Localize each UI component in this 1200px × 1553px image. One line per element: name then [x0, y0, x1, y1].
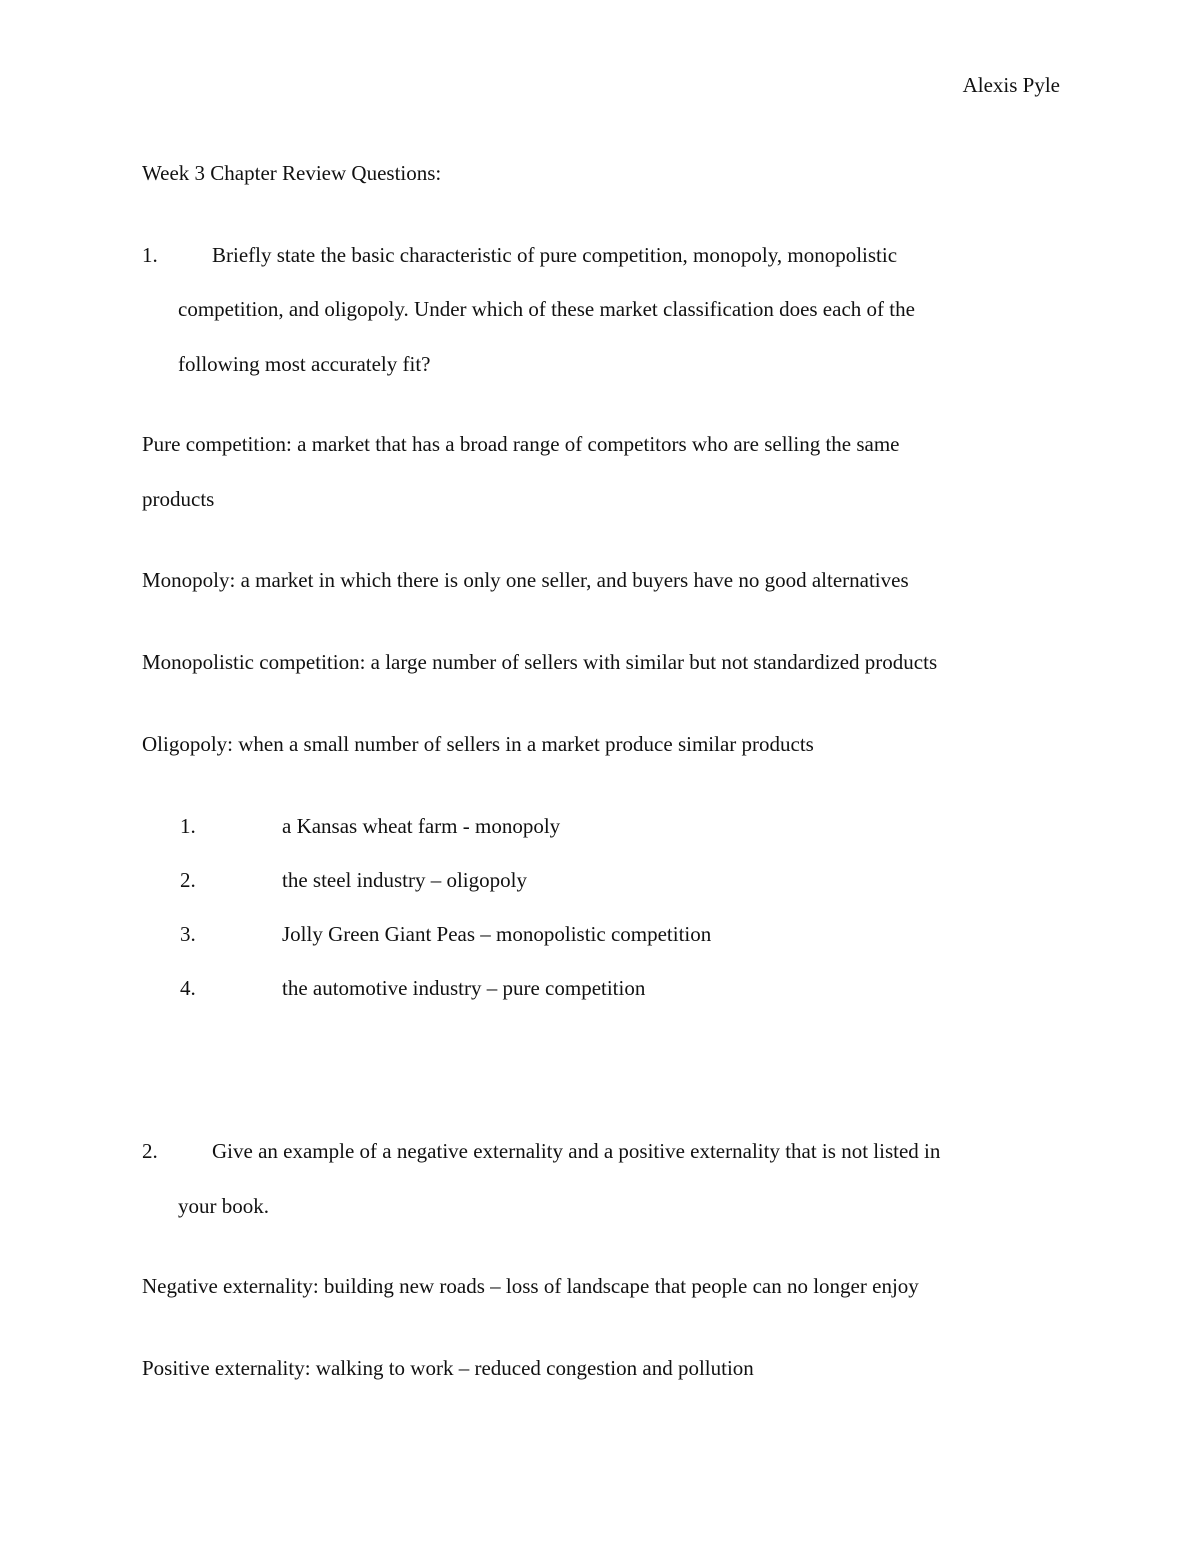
positive-externality-answer: Positive externality: walking to work – reduced congestion and pollution: [142, 1356, 754, 1380]
monopoly-definition: Monopoly: a market in which there is only one seller, and buyers have no good alternatives: [142, 568, 909, 592]
answer-1-number: 1.: [180, 814, 196, 838]
question-2-number: 2.: [142, 1139, 158, 1163]
question-2-line-1: Give an example of a negative externality and a positive externality that is not listed in: [212, 1139, 941, 1163]
negative-externality-answer: Negative externality: building new roads – loss of landscape that people can no longer enjoy: [142, 1274, 919, 1298]
answer-4-text: the automotive industry – pure competition: [282, 976, 646, 1000]
answer-3-number: 3.: [180, 922, 196, 946]
oligopoly-definition: Oligopoly: when a small number of sellers in a market produce similar products: [142, 732, 814, 756]
pure-competition-definition-cont: products: [142, 487, 215, 511]
question-1-number: 1.: [142, 243, 158, 267]
answer-2-text: the steel industry – oligopoly: [282, 868, 527, 892]
answer-3-text: Jolly Green Giant Peas – monopolistic competition: [282, 922, 712, 946]
monopolistic-competition-definition: Monopolistic competition: a large number of sellers with similar but not standardized products: [142, 650, 938, 674]
question-1-line-3: following most accurately fit?: [178, 352, 431, 376]
author-name: Alexis Pyle: [962, 73, 1060, 97]
answer-2-number: 2.: [180, 868, 196, 892]
answer-1-text: a Kansas wheat farm - monopoly: [282, 814, 561, 838]
question-1-line-2: competition, and oligopoly. Under which of these market classification does each of the: [178, 297, 915, 321]
pure-competition-definition: Pure competition: a market that has a broad range of competitors who are selling the same: [142, 432, 900, 456]
document-title: Week 3 Chapter Review Questions:: [142, 161, 442, 185]
answer-4-number: 4.: [180, 976, 196, 1000]
question-1-line-1: Briefly state the basic characteristic of pure competition, monopoly, monopolistic: [212, 243, 898, 267]
question-2-line-2: your book.: [178, 1194, 269, 1218]
